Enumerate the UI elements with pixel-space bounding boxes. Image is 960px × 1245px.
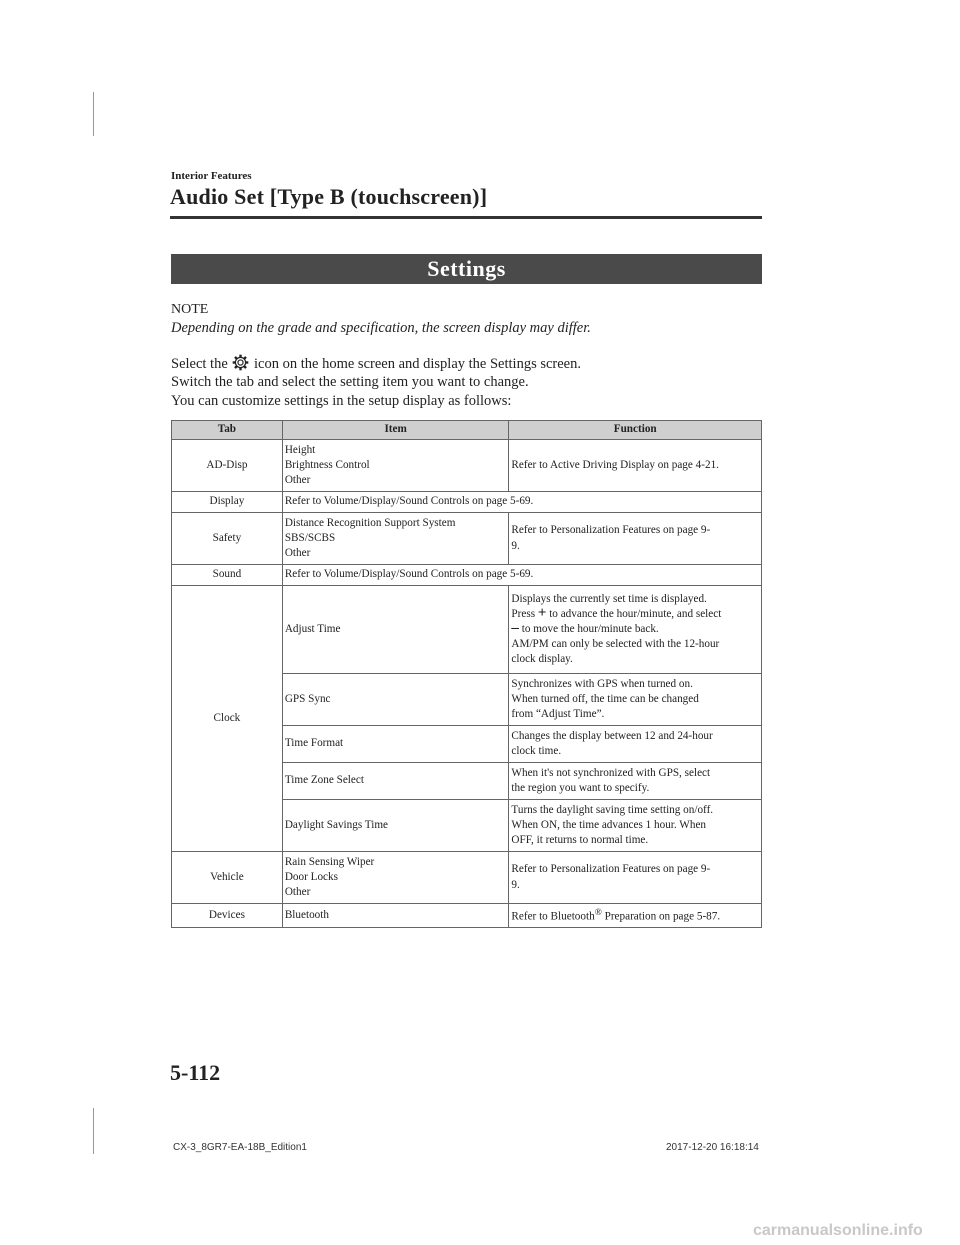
gear-icon [232, 354, 249, 371]
function-cell [509, 513, 762, 565]
tab-cell: Safety [172, 513, 283, 565]
item-cell: Time Zone Select [282, 763, 509, 800]
function-cell [509, 586, 762, 674]
item-line: Distance Recognition Support System [284, 516, 456, 529]
item-cell [282, 513, 509, 565]
tab-cell: Devices [172, 904, 283, 928]
item-cell [282, 852, 509, 904]
page-title: Audio Set [Type B (touchscreen)] [170, 184, 488, 209]
settings-table [171, 420, 762, 928]
function-line: from “Adjust Time”. [511, 708, 605, 721]
intro-line-1 [171, 354, 581, 373]
tab-cell: Vehicle [172, 852, 283, 904]
watermark[interactable]: carmanualsonline.info [753, 1222, 923, 1239]
item-line: Brightness Control [284, 458, 370, 471]
table-row-clock-adjust [172, 586, 762, 674]
title-rule [170, 216, 762, 219]
page-number: 5-112 [170, 1060, 221, 1085]
function-line: OFF, it returns to normal time. [511, 834, 649, 847]
note-text: Depending on the grade and specification, the screen display may differ. [171, 320, 591, 336]
function-line: Changes the display between 12 and 24-hour [511, 729, 713, 742]
item-cell: Adjust Time [282, 586, 509, 674]
function-cell [509, 800, 762, 852]
item-cell: GPS Sync [282, 674, 509, 726]
merged-cell: Refer to Volume/Display/Sound Controls on page 5-69. [282, 492, 761, 513]
header-tab: Tab [172, 421, 283, 440]
function-line: When it's not synchronized with GPS, select [511, 766, 711, 779]
item-line: Door Locks [284, 870, 338, 883]
table-row-ad-disp [172, 440, 762, 492]
function-text: Press [511, 607, 538, 620]
intro-line-3: You can customize settings in the setup display as follows: [171, 393, 512, 409]
function-text: Preparation on page 5-87. [601, 910, 721, 923]
function-line: When turned off, the time can be changed [511, 692, 699, 705]
function-line [511, 619, 759, 637]
note-label: NOTE [171, 302, 209, 317]
item-cell [282, 440, 509, 492]
tab-cell: AD-Disp [172, 440, 283, 492]
function-text: Refer to Bluetooth [511, 910, 595, 923]
function-cell [509, 726, 762, 763]
crop-mark-top [93, 92, 94, 136]
merged-cell: Refer to Volume/Display/Sound Controls on page 5-69. [282, 565, 761, 586]
crop-mark-bottom [93, 1108, 94, 1154]
footer-timestamp: 2017-12-20 16:18:14 [666, 1142, 759, 1153]
function-line [511, 604, 759, 622]
function-cell [509, 763, 762, 800]
function-cell [509, 904, 762, 928]
section-banner: Settings [171, 254, 762, 284]
tab-cell: Display [172, 492, 283, 513]
table-row-devices [172, 904, 762, 928]
table-row-safety [172, 513, 762, 565]
footer-doc-id: CX-3_8GR7-EA-18B_Edition1 [173, 1142, 307, 1153]
function-cell [509, 674, 762, 726]
tab-cell: Clock [172, 586, 283, 852]
item-line: Rain Sensing Wiper [284, 855, 375, 868]
function-text: to move the hour/minute back. [518, 622, 659, 635]
item-cell: Bluetooth [282, 904, 509, 928]
function-cell: Refer to Active Driving Display on page 4-21. [509, 440, 762, 492]
item-line: Other [284, 886, 311, 899]
item-cell: Daylight Savings Time [282, 800, 509, 852]
function-line: Refer to Personalization Features on page 9- [511, 863, 711, 876]
intro-line-1-start: Select the [171, 356, 232, 372]
function-line: 9. [511, 539, 520, 552]
function-line: Displays the currently set time is displayed. [511, 592, 707, 605]
function-line: clock display. [511, 653, 573, 666]
item-line: Other [284, 474, 311, 487]
function-line: Synchronizes with GPS when turned on. [511, 677, 693, 690]
minus-icon: – [511, 619, 519, 636]
table-row-display [172, 492, 762, 513]
tab-cell: Sound [172, 565, 283, 586]
intro-line-1-end: icon on the home screen and display the Settings screen. [250, 356, 581, 372]
table-header-row [172, 421, 762, 440]
header-function: Function [509, 421, 762, 440]
section-label: Interior Features [171, 170, 252, 182]
header-item: Item [282, 421, 509, 440]
function-line: Refer to Personalization Features on page 9- [511, 524, 711, 537]
plus-icon: + [537, 604, 547, 621]
function-line: Turns the daylight saving time setting on/off. [511, 803, 714, 816]
function-line: AM/PM can only be selected with the 12-hour [511, 638, 720, 651]
item-line: Other [284, 547, 311, 560]
item-cell: Time Format [282, 726, 509, 763]
function-cell [509, 852, 762, 904]
function-line: clock time. [511, 745, 562, 757]
function-line: the region you want to specify. [511, 782, 650, 794]
item-line: SBS/SCBS [284, 531, 336, 544]
intro-line-2: Switch the tab and select the setting item you want to change. [171, 374, 529, 390]
function-line: When ON, the time advances 1 hour. When [511, 818, 707, 831]
registered-mark: ® [594, 907, 602, 918]
item-line: Height [284, 443, 316, 456]
table-row-sound [172, 565, 762, 586]
function-text: to advance the hour/minute, and select [546, 607, 722, 620]
function-line: 9. [511, 878, 520, 891]
table-row-vehicle [172, 852, 762, 904]
